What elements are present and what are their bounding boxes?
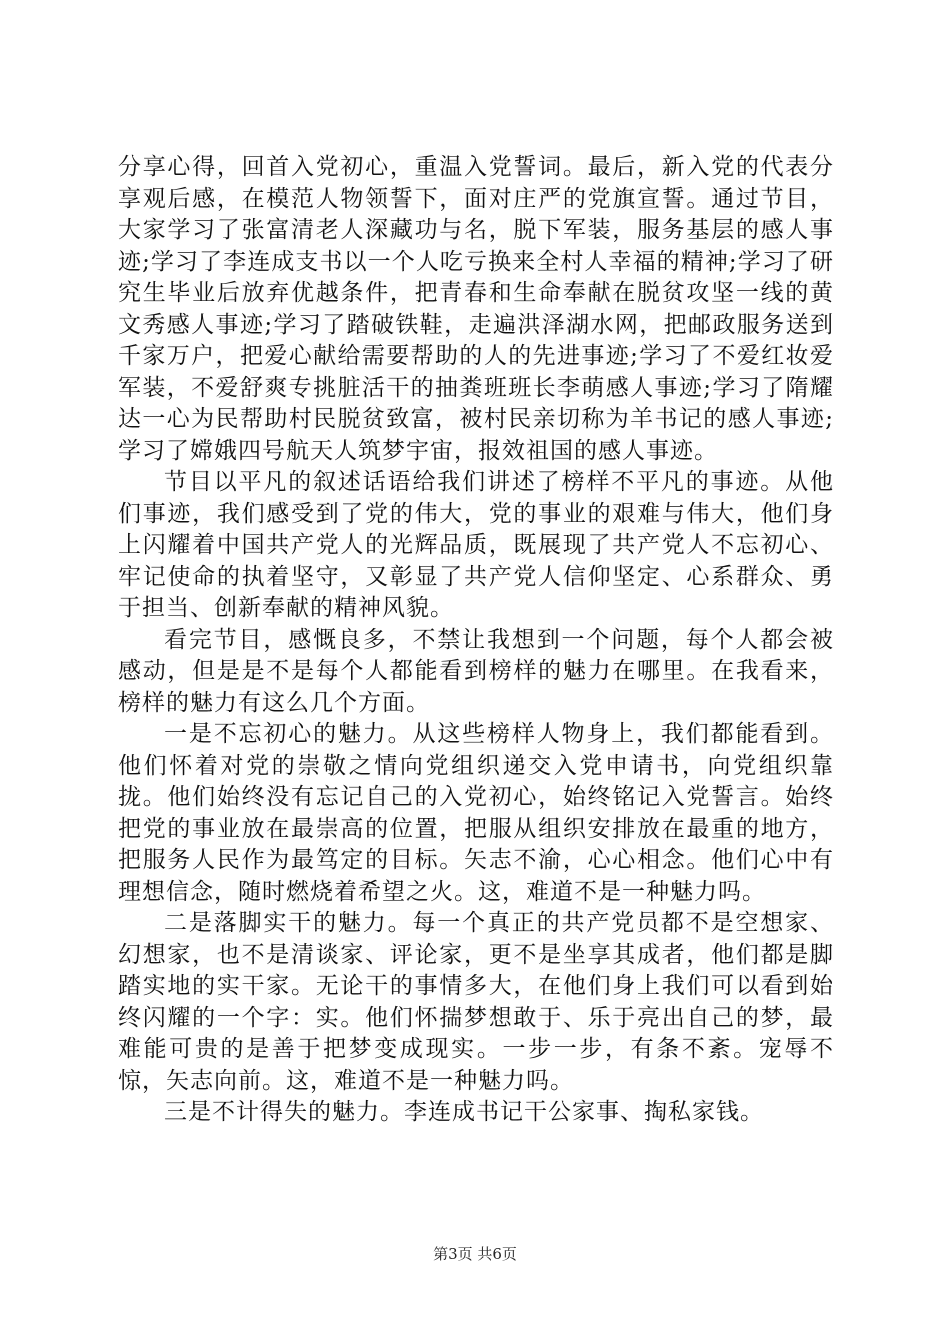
page-footer: 第3页 共6页 <box>433 1245 517 1263</box>
paragraph-reflection: 看完节目，感慨良多，不禁让我想到一个问题，每个人都会被感动，但是是不是每个人都能看到榜样的魅力在哪里。在我看来，榜样的魅力有这么几个方面。 <box>118 626 834 716</box>
document-body <box>118 152 834 1129</box>
paragraph-program-summary: 节目以平凡的叙述话语给我们讲述了榜样不平凡的事迹。从他们事迹，我们感受到了党的伟大，党的事业的艰难与伟大，他们身上闪耀着中国共产党人的光辉品质，既展现了共产党人不忘初心、牢记使命的执着坚守，又彰显了共产党人信仰坚定、心系群众、勇于担当、创新奉献的精神风貌。 <box>118 469 834 621</box>
paragraph-point-one: 一是不忘初心的魅力。从这些榜样人物身上，我们都能看到。他们怀着对党的崇敬之情向党组织递交入党申请书，向党组织靠拢。他们始终没有忘记自己的入党初心，始终铭记入党誓言。始终把党的事业放在最崇高的位置，把服从组织安排放在最重的地方，把服务人民作为最笃定的目标。矢志不渝，心心相念。他们心中有理想信念，随时燃烧着希望之火。这，难道不是一种魅力吗。 <box>118 721 834 905</box>
paragraph-point-two: 二是落脚实干的魅力。每一个真正的共产党员都不是空想家、幻想家，也不是清谈家、评论家，更不是坐享其成者，他们都是脚踏实地的实干家。无论干的事情多大，在他们身上我们可以看到始终闪耀的一个字：实。他们怀揣梦想敢于、乐于亮出自己的梦，最难能可贵的是善于把梦变成现实。一步一步，有条不紊。宠辱不惊，矢志向前。这，难道不是一种魅力吗。 <box>118 910 834 1094</box>
paragraph-continuation: 分享心得，回首入党初心，重温入党誓词。最后，新入党的代表分享观后感，在模范人物领誓下，面对庄严的党旗宣誓。通过节目，大家学习了张富清老人深藏功与名，脱下军装，服务基层的感人事迹;学习了李连成支书以一个人吃亏换来全村人幸福的精神;学习了研究生毕业后放弃优越条件，把青春和生命奉献在脱贫攻坚一线的黄文秀感人事迹;学习了踏破铁鞋，走遍洪泽湖水网，把邮政服务送到千家万户，把爱心献给需要帮助的人的先进事迹;学习了不爱红妆爱军装，不爱舒爽专挑脏活干的抽粪班班长李萌感人事迹;学习了隋耀达一心为民帮助村民脱贫致富，被村民亲切称为羊书记的感人事迹;学习了嫦娥四号航天人筑梦宇宙，报效祖国的感人事迹。 <box>118 154 834 464</box>
paragraph-point-three: 三是不计得失的魅力。李连成书记干公家事、掏私家钱。 <box>164 1099 764 1125</box>
